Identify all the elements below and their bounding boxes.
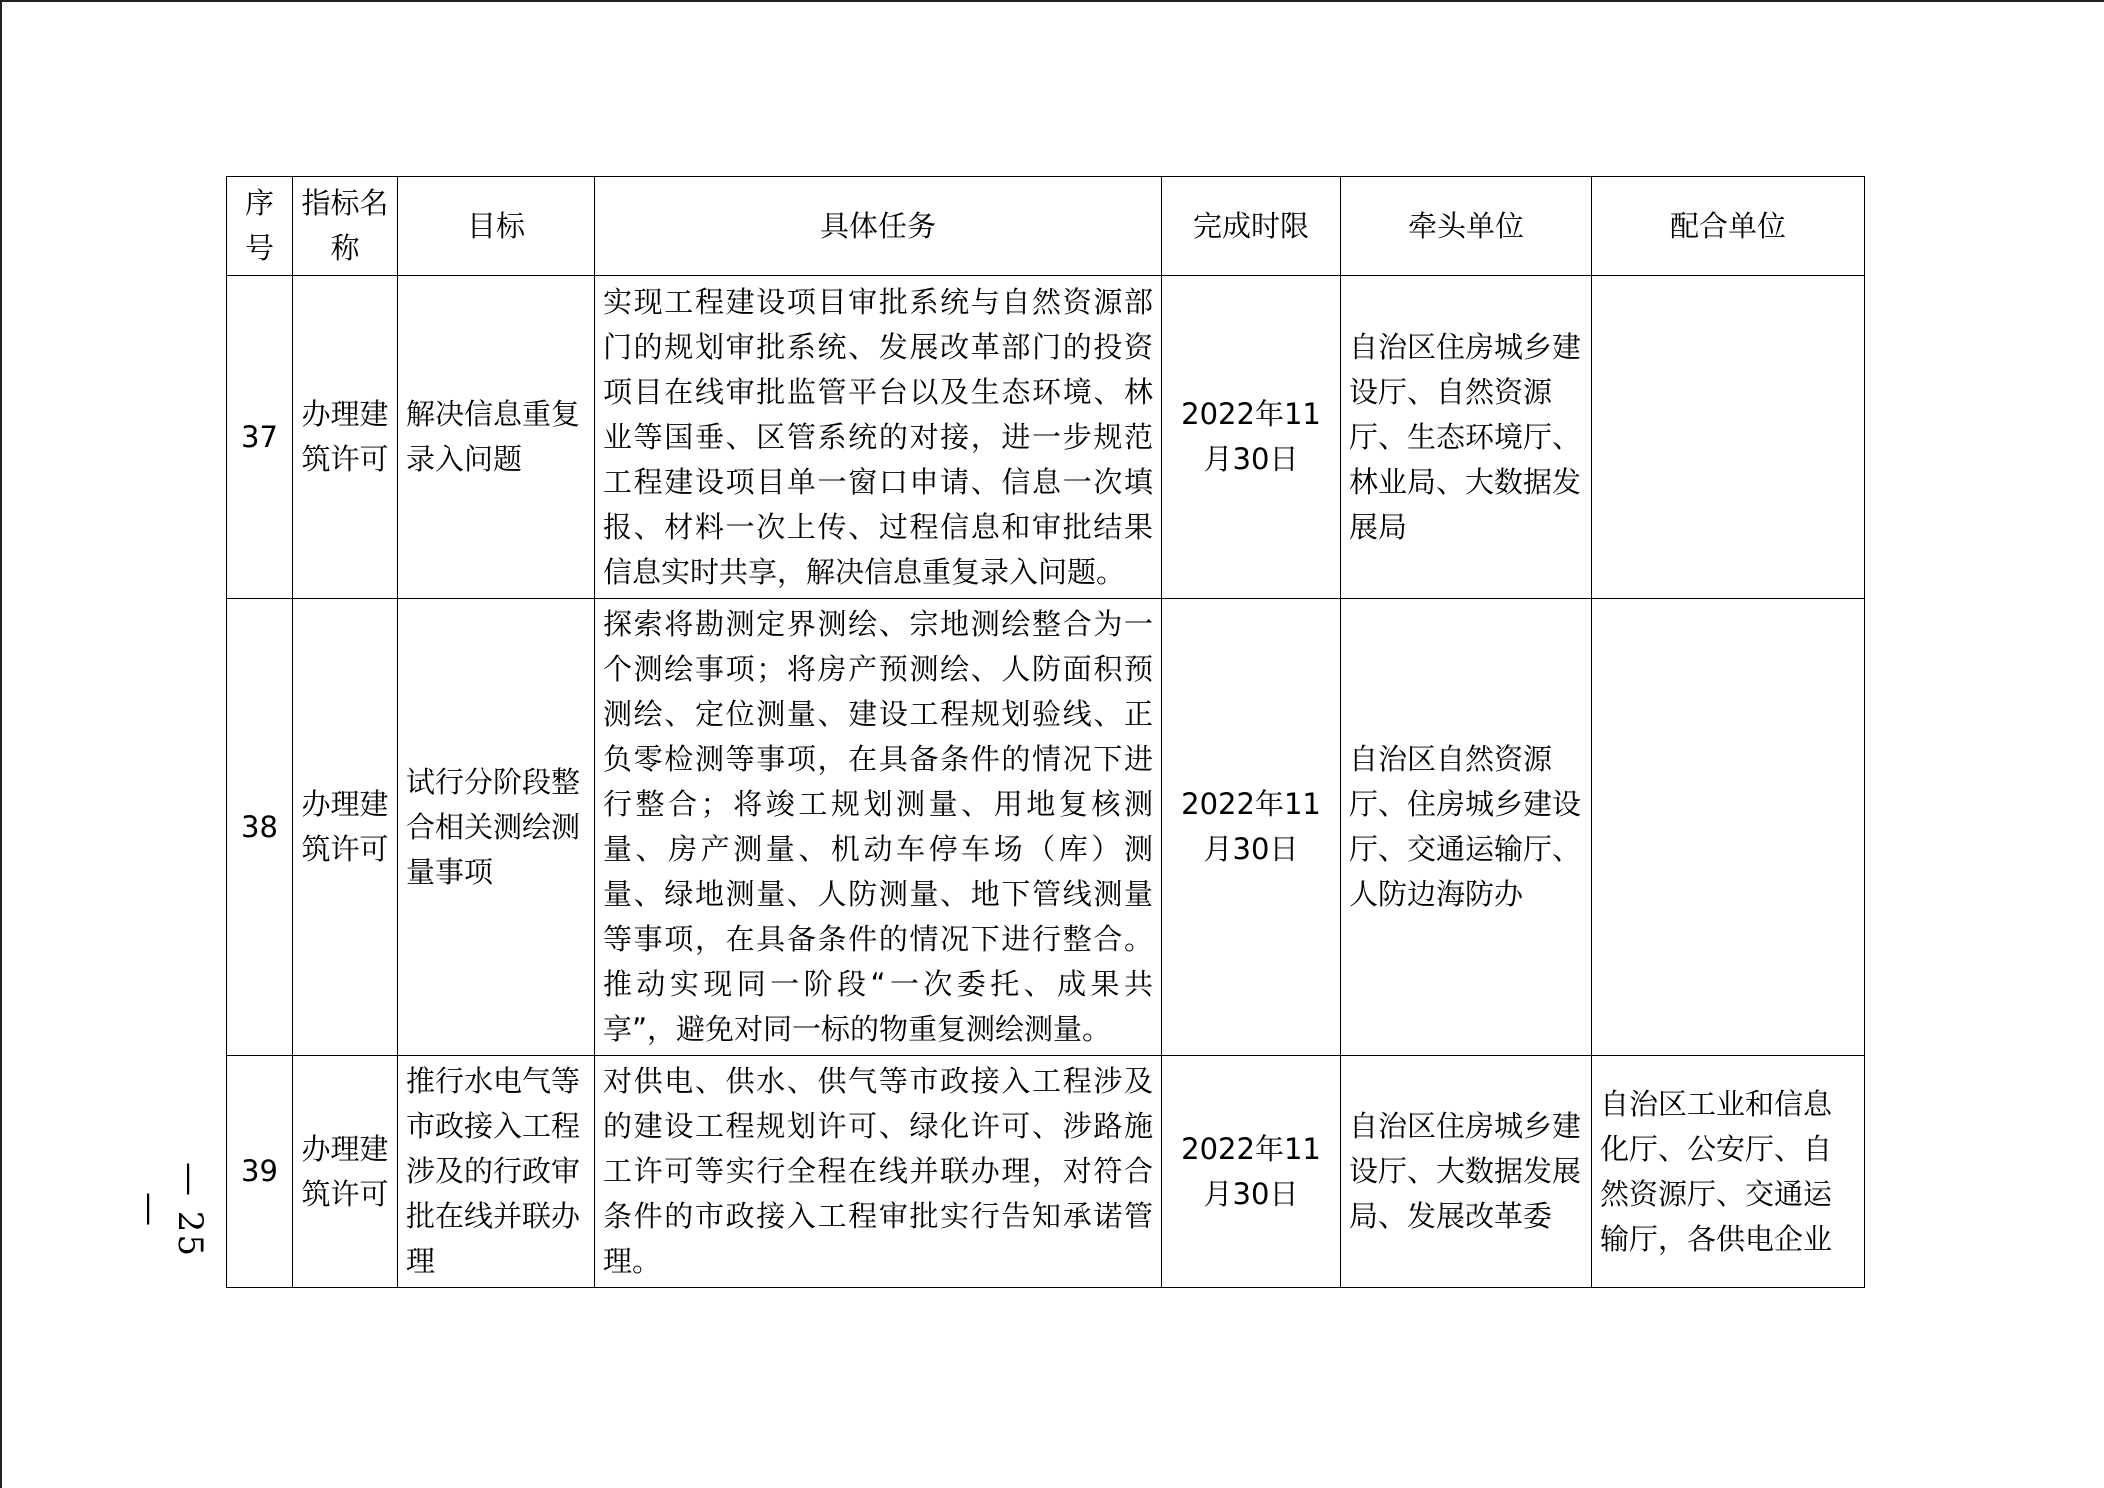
- header-no: 序号: [227, 177, 293, 276]
- cell-lead: 自治区住房城乡建设厅、大数据发展局、发展改革委: [1341, 1056, 1592, 1288]
- header-lead: 牵头单位: [1341, 177, 1592, 276]
- cell-target: 解决信息重复录入问题: [398, 276, 595, 599]
- cell-no: 37: [227, 276, 293, 599]
- cell-indicator: 办理建筑许可: [293, 1056, 398, 1288]
- header-task: 具体任务: [595, 177, 1162, 276]
- cell-lead: 自治区住房城乡建设厅、自然资源厅、生态环境厅、林业局、大数据发展局: [1341, 276, 1592, 599]
- cell-task: 实现工程建设项目审批系统与自然资源部门的规划审批系统、发展改革部门的投资项目在线审批监管平台以及生态环境、林业等国垂、区管系统的对接，进一步规范工程建设项目单一窗口申请、信息一次填报、材料一次上传、过程信息和审批结果信息实时共享，解决信息重复录入问题。: [595, 276, 1162, 599]
- table-row: [227, 276, 1865, 599]
- header-deadline: 完成时限: [1162, 177, 1341, 276]
- cell-no: 38: [227, 599, 293, 1056]
- cell-coop: 自治区工业和信息化厅、公安厅、自然资源厅、交通运输厅，各供电企业: [1592, 1056, 1865, 1288]
- cell-coop: [1592, 276, 1865, 599]
- header-coop: 配合单位: [1592, 177, 1865, 276]
- table-header-row: [227, 177, 1865, 276]
- header-indicator: 指标名称: [293, 177, 398, 276]
- cell-target: 推行水电气等市政接入工程涉及的行政审批在线并联办理: [398, 1056, 595, 1288]
- task-table: [226, 176, 1865, 1288]
- cell-deadline: 2022年11月30日: [1162, 599, 1341, 1056]
- cell-indicator: 办理建筑许可: [293, 276, 398, 599]
- cell-deadline: 2022年11月30日: [1162, 276, 1341, 599]
- table-row: [227, 599, 1865, 1056]
- cell-task: 探索将勘测定界测绘、宗地测绘整合为一个测绘事项；将房产预测绘、人防面积预测绘、定位测量、建设工程规划验线、正负零检测等事项，在具备条件的情况下进行整合；将竣工规划测量、用地复核测量、房产测量、机动车停车场（库）测量、绿地测量、人防测量、地下管线测量等事项，在具备条件的情况下进行整合。推动实现同一阶段“一次委托、成果共享”，避免对同一标的物重复测绘测量。: [595, 599, 1162, 1056]
- page-number: — 25 —: [130, 1161, 210, 1259]
- cell-task: 对供电、供水、供气等市政接入工程涉及的建设工程规划许可、绿化许可、涉路施工许可等实行全程在线并联办理，对符合条件的市政接入工程审批实行告知承诺管理。: [595, 1056, 1162, 1288]
- cell-no: 39: [227, 1056, 293, 1288]
- page-left-rule: [0, 0, 2, 1488]
- cell-indicator: 办理建筑许可: [293, 599, 398, 1056]
- cell-coop: [1592, 599, 1865, 1056]
- table-row: [227, 1056, 1865, 1288]
- cell-target: 试行分阶段整合相关测绘测量事项: [398, 599, 595, 1056]
- cell-deadline: 2022年11月30日: [1162, 1056, 1341, 1288]
- header-target: 目标: [398, 177, 595, 276]
- page-top-rule: [0, 0, 2104, 2]
- cell-lead: 自治区自然资源厅、住房城乡建设厅、交通运输厅、人防边海防办: [1341, 599, 1592, 1056]
